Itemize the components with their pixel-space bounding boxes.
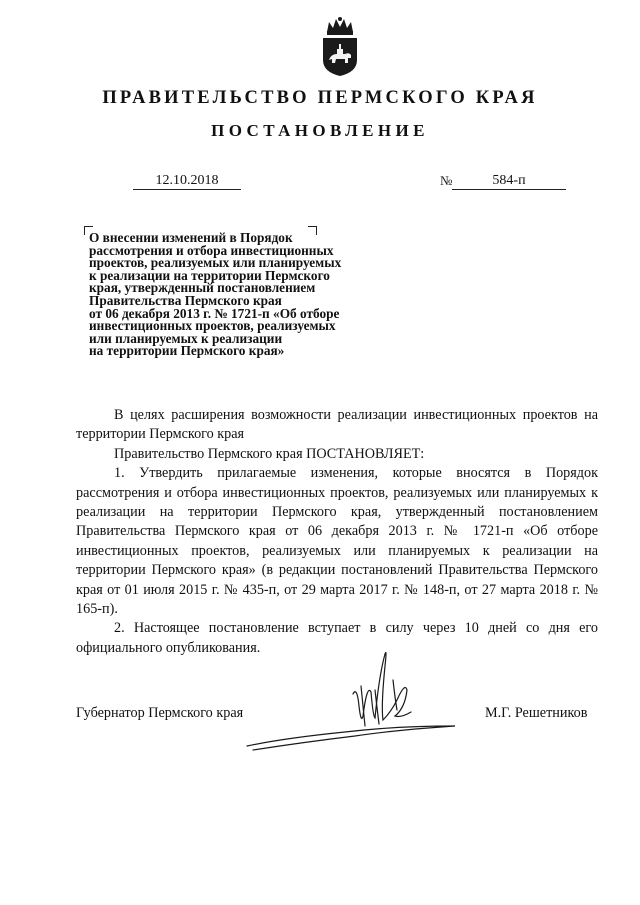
subject-line: Правительства Пермского края (89, 292, 282, 308)
subject-line: на территории Пермского края» (89, 343, 285, 359)
government-title: ПРАВИТЕЛЬСТВО ПЕРМСКОГО КРАЯ (102, 88, 538, 108)
coat-of-arms-icon (318, 16, 362, 78)
subject-line: к реализации на территории Пермского (89, 267, 330, 283)
number-label: № (440, 173, 453, 188)
subject-line: от 06 декабря 2013 г. № 1721-п «Об отборе (89, 305, 340, 321)
subject-line: О внесении изменений в Порядок (89, 230, 293, 245)
paragraph-preamble: В целях расширения возможности реализации инвестиционных проектов на территории Пермского края (76, 407, 598, 443)
document-subject (89, 232, 389, 358)
handwritten-signature (245, 646, 465, 762)
paragraph-item-1: 1. Утвердить прилагаемые изменения, которые вносятся в Порядок рассмотрения и отбора инвестиционных проектов, реализуемых или планируемых к реализации на территории Пермского края, утвержденный постановлением Правительства Пермского края от 06 декабря 2013 г. № 1721-п «Об отборе инвестиционных проектов, реализуемых или планируемых к реализации на территории Пермского края» (в редакции постановлений Правительства Пермского края от 01 июля 2015 г. № 435-п, от 29 марта 2017 г. № 148-п, от 27 марта 2018 г. № 165-п). (76, 465, 598, 618)
document-number: 584-п (452, 173, 566, 190)
subject-line: рассмотрения и отбора инвестиционных (89, 242, 334, 258)
subject-line: края, утвержденный постановлением (89, 280, 316, 296)
signatory-title: Губернатор Пермского края (76, 705, 244, 721)
signatory-name: М.Г. Решетников (485, 705, 588, 721)
paragraph-item-2: 2. Настоящее постановление вступает в силу через 10 дней со дня его официального опубликования. (76, 620, 598, 656)
subject-line: проектов, реализуемых или планируемых (89, 255, 342, 271)
paragraph-decree: Правительство Пермского края ПОСТАНОВЛЯЕТ: (114, 445, 425, 462)
subject-line: инвестиционных проектов, реализуемых (89, 318, 336, 334)
subject-line: или планируемых к реализации (89, 330, 283, 346)
document-body (76, 406, 598, 658)
document-date: 12.10.2018 (133, 173, 241, 190)
document-type: ПОСТАНОВЛЕНИЕ (211, 121, 429, 140)
